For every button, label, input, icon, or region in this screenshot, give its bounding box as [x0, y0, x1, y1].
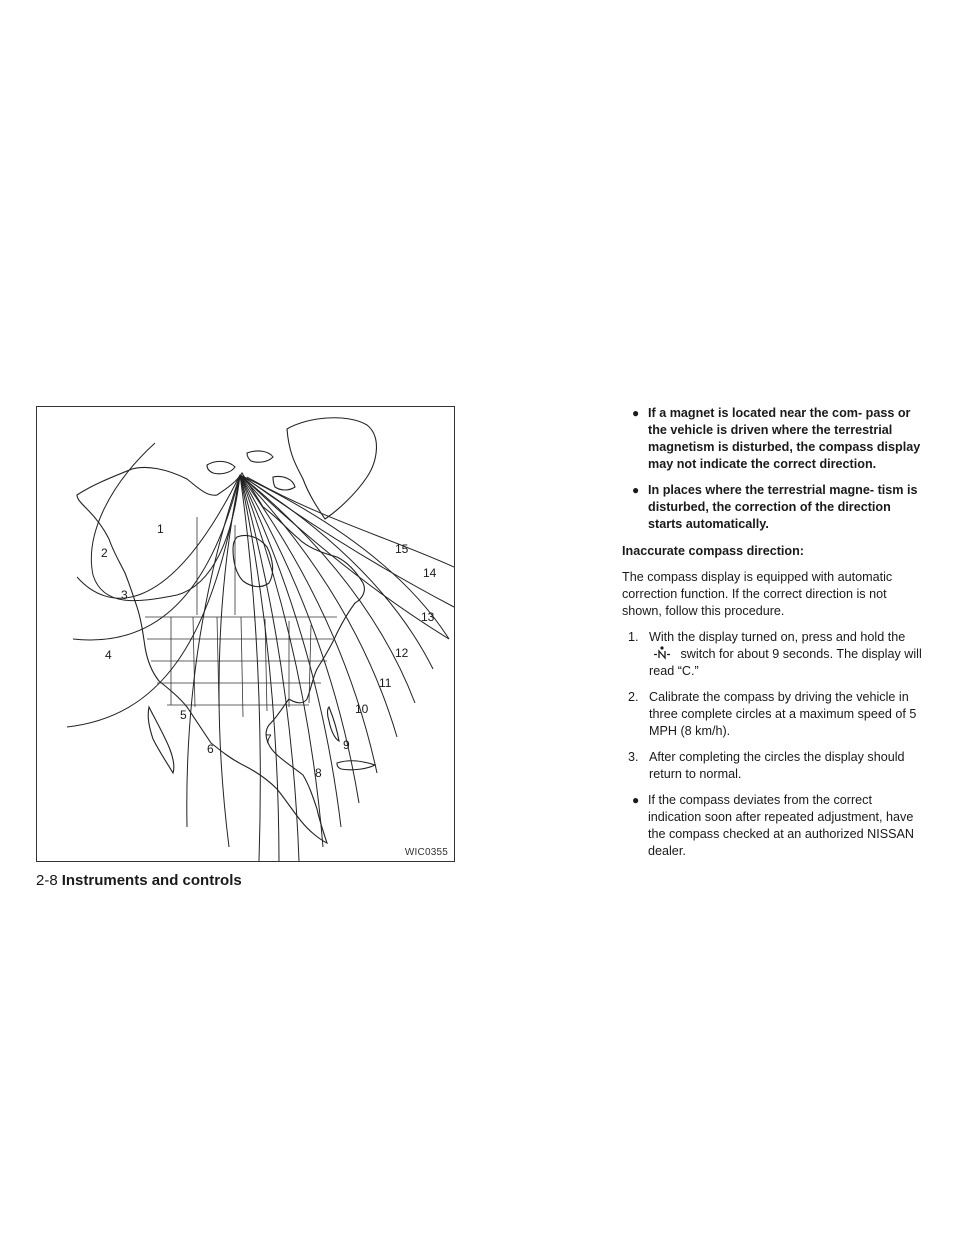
zone-number-label: 6 — [207, 742, 214, 756]
zone-map-figure — [36, 406, 455, 862]
zone-fan-line — [187, 475, 240, 827]
zone-fan-line — [240, 475, 433, 669]
zone-fan-line — [240, 475, 279, 861]
dealer-bullet — [622, 792, 926, 860]
zone-number-label: 14 — [423, 566, 437, 580]
warning-bullet-auto-correction — [622, 482, 926, 533]
zone-arc-line — [91, 443, 240, 601]
step-number: 2. — [628, 690, 639, 704]
zone-number-label: 9 — [343, 738, 350, 752]
step-number: 3. — [628, 750, 639, 764]
bullet-icon: ● — [632, 406, 640, 420]
procedure-step — [622, 689, 926, 740]
zone-fan-line — [240, 475, 341, 827]
bullet-icon: ● — [632, 793, 640, 807]
zone-number-label: 7 — [265, 732, 272, 746]
procedure-step — [622, 629, 926, 680]
zone-number-label: 2 — [101, 546, 108, 560]
procedure-step — [622, 749, 926, 783]
step-text-pre: With the display turned on, press and hold the — [649, 630, 906, 644]
section-title: Instruments and controls — [61, 872, 242, 889]
zone-number-label: 13 — [421, 610, 435, 624]
zone-arc-line — [247, 477, 454, 567]
text-column — [622, 405, 926, 869]
section-heading: Inaccurate compass direction: — [622, 544, 804, 558]
zone-arc-line — [67, 475, 240, 727]
zone-number-label: 3 — [121, 588, 128, 602]
page-number: 2-8 — [36, 872, 58, 889]
zone-arc-line — [247, 481, 449, 639]
step-text: Calibrate the compass by driving the vehicle in three complete circles at a maximum speed of 5 MPH (8 km/h). — [649, 690, 917, 738]
zone-fan-line — [240, 475, 260, 861]
bullet-text: In places where the terrestrial magne- tism is disturbed, the correction of the direction starts automatically. — [648, 483, 918, 531]
bullet-icon: ● — [632, 483, 640, 497]
intro-paragraph: The compass display is equipped with automatic correction function. If the correct direction is not shown, follow this procedure. — [622, 570, 893, 618]
zone-number-label: 11 — [379, 676, 392, 690]
bullet-text: If a magnet is located near the com- pass or the vehicle is driven where the terrestrial magnetism is disturbed, the compass display may not indicate the correct direction. — [648, 406, 921, 471]
page-footer — [36, 872, 242, 889]
zone-number-label: 12 — [395, 646, 409, 660]
bullet-text: If the compass deviates from the correct indication soon after repeated adjustment, have the compass checked at an authorized NISSAN dealer. — [648, 793, 915, 858]
warning-bullet-magnet — [622, 405, 926, 473]
zone-number-label: 15 — [395, 542, 409, 556]
step-number: 1. — [628, 630, 639, 644]
zone-number-label: 10 — [355, 702, 369, 716]
figure-code: WIC0355 — [404, 847, 448, 858]
zone-arc-line — [73, 475, 240, 640]
landmass-outlines — [77, 418, 376, 843]
north-america-zone-map — [37, 407, 454, 861]
zone-number-label: 8 — [315, 766, 322, 780]
step-text-post: switch for about 9 seconds. The display will read “C.” — [649, 647, 922, 678]
zone-number-label: 1 — [157, 522, 164, 536]
step-text: After completing the circles the display should return to normal. — [649, 750, 905, 781]
zone-number-label: 5 — [180, 708, 187, 722]
zone-number-label: 4 — [105, 648, 112, 662]
compass-switch-icon — [653, 646, 671, 660]
